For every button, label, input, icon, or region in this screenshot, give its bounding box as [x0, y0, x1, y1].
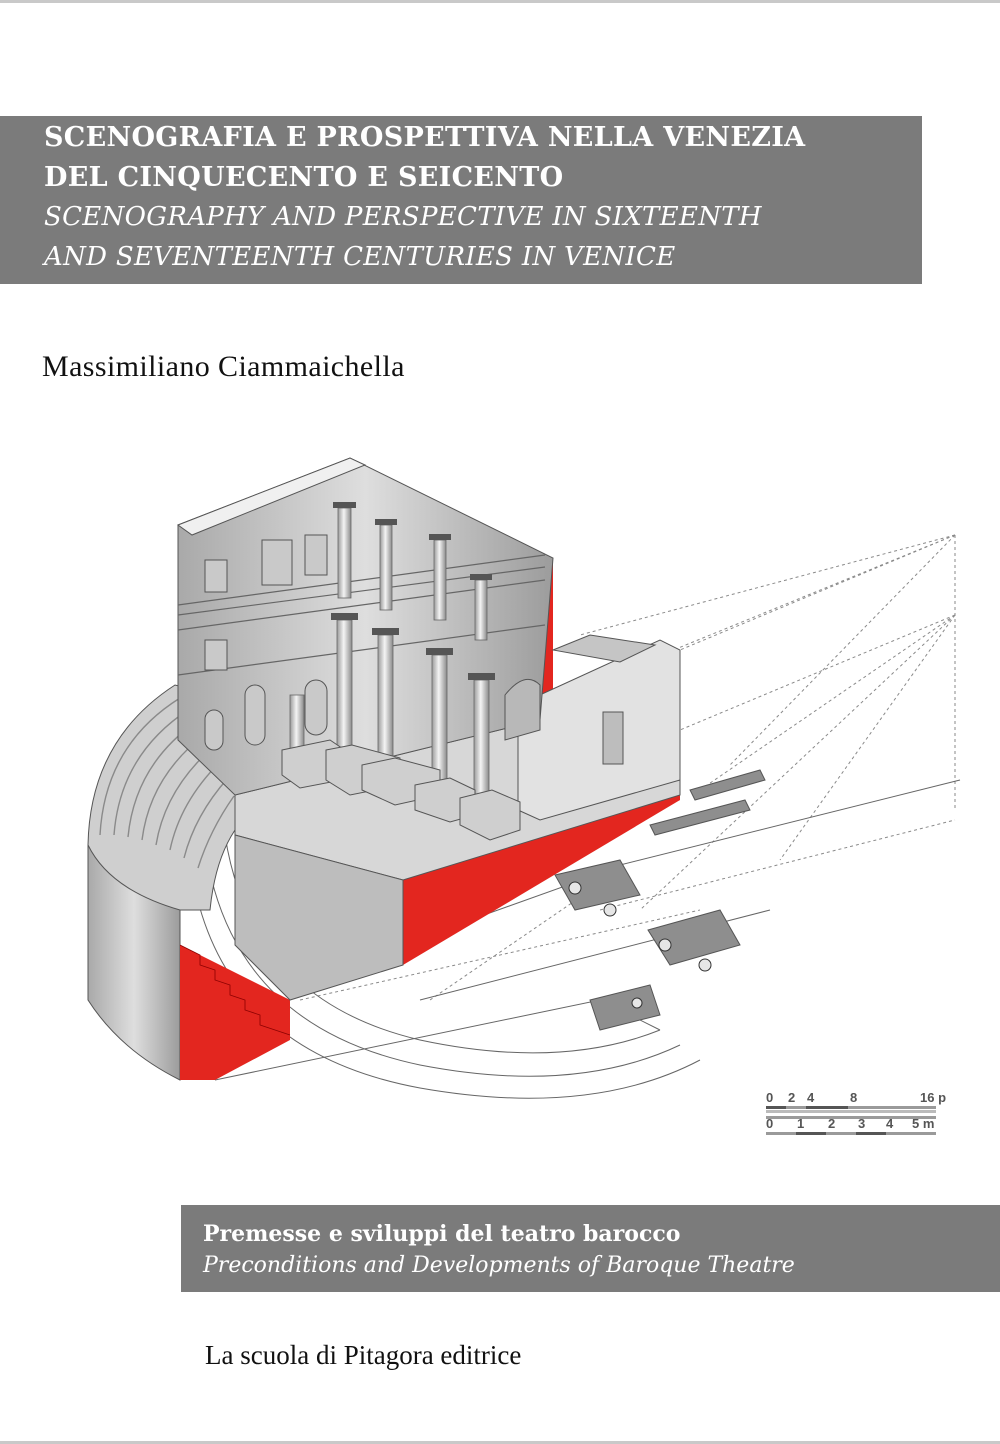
scale-m-2: 2	[828, 1116, 836, 1131]
title-english-line-1: SCENOGRAPHY AND PERSPECTIVE IN SIXTEENTH	[44, 202, 762, 232]
scale-bar	[766, 1090, 946, 1135]
theatre-axonometric-illustration	[0, 440, 1000, 1160]
scale-m-4: 4	[886, 1116, 894, 1131]
scale-feet-16: 16 p	[920, 1090, 947, 1105]
scale-feet-2: 2	[788, 1090, 796, 1105]
scale-m-5: 5 m	[912, 1116, 935, 1131]
scale-m-3: 3	[858, 1116, 866, 1131]
publisher-name: La scuola di Pitagora editrice	[205, 1340, 522, 1370]
scale-m-0: 0	[766, 1116, 774, 1131]
scale-m-1: 1	[797, 1116, 805, 1131]
title-band	[0, 116, 922, 284]
title-italian-line-2: DEL CINQUECENTO E SEICENTO	[44, 162, 564, 193]
author-name: Massimiliano Ciammaichella	[42, 350, 405, 383]
title-italian-line-1: SCENOGRAFIA E PROSPETTIVA NELLA VENEZIA	[44, 122, 806, 153]
series-band	[181, 1205, 1000, 1292]
title-english-line-2: AND SEVENTEENTH CENTURIES IN VENICE	[44, 242, 676, 272]
scale-feet-0: 0	[766, 1090, 774, 1105]
scale-feet-8: 8	[850, 1090, 858, 1105]
series-title-english: Preconditions and Developments of Baroque Theatre	[203, 1253, 795, 1278]
scale-feet-4: 4	[807, 1090, 815, 1105]
top-border	[0, 0, 1000, 3]
series-title-italian: Premesse e sviluppi del teatro barocco	[203, 1221, 681, 1247]
